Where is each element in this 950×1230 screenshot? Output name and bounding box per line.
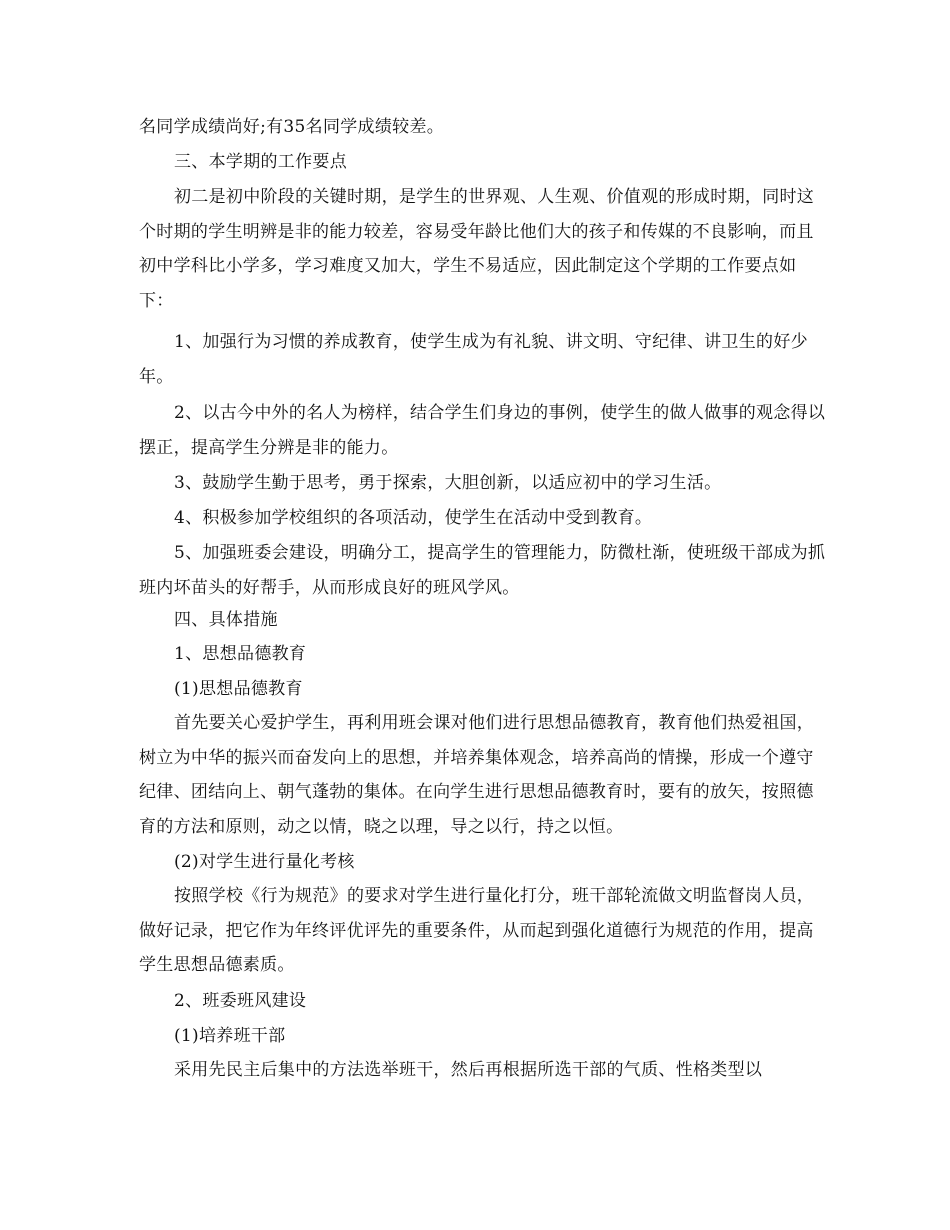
subsection-heading-1-2: (2)对学生进行量化考核 <box>174 852 355 872</box>
list-item-1: 1、加强行为习惯的养成教育，使学生成为有礼貌、讲文明、守纪律、讲卫生的好少年。 <box>139 332 808 387</box>
subsection-heading-2: 2、班委班风建设 <box>174 991 307 1011</box>
paragraph-class-cadres: 采用先民主后集中的方法选举班干，然后再根据所选干部的气质、性格类型以 <box>174 1060 763 1080</box>
paragraph-continuation: 名同学成绩尚好;有35名同学成绩较差。 <box>139 117 445 137</box>
list-item-5: 5、加强班委会建设，明确分工，提高学生的管理能力，防微杜渐，使班级干部成为抓班内坏苗头的好帮手，从而形成良好的班风学风。 <box>139 543 826 598</box>
paragraph-intro: 初二是初中阶段的关键时期，是学生的世界观、人生观、价值观的形成时期，同时这个时期的学生明辨是非的能力较差，容易受年龄比他们大的孩子和传媒的不良影响，而且初中学科比小学多，学习难度又加大，学生不易适应，因此制定这个学期的工作要点如下： <box>139 187 815 311</box>
section-heading-4: 四、具体措施 <box>174 610 278 630</box>
paragraph-quantified-assessment: 按照学校《行为规范》的要求对学生进行量化打分，班干部轮流做文明监督岗人员，做好记录，把它作为年终评优评先的重要条件，从而起到强化道德行为规范的作用，提高学生思想品德素质。 <box>139 886 815 975</box>
subsection-heading-1-1: (1)思想品德教育 <box>174 679 303 699</box>
section-heading-3: 三、本学期的工作要点 <box>174 152 347 172</box>
list-item-4: 4、积极参加学校组织的各项活动，使学生在活动中受到教育。 <box>174 508 653 528</box>
paragraph-moral-education: 首先要关心爱护学生，再利用班会课对他们进行思想品德教育，教育他们热爱祖国，树立为中华的振兴而奋发向上的思想，并培养集体观念，培养高尚的情操，形成一个遵守纪律、团结向上、朝气蓬勃的集体。在向学生进行思想品德教育时，要有的放矢，按照德育的方法和原则，动之以情，晓之以理，导之以行，持之以恒。 <box>139 713 815 837</box>
subsection-heading-2-1: (1)培养班干部 <box>174 1026 286 1046</box>
list-item-2: 2、以古今中外的名人为榜样，结合学生们身边的事例，使学生的做人做事的观念得以摆正，提高学生分辨是非的能力。 <box>139 403 826 458</box>
subsection-heading-1: 1、思想品德教育 <box>174 644 307 664</box>
list-item-3: 3、鼓励学生勤于思考，勇于探索，大胆创新，以适应初中的学习生活。 <box>174 473 722 493</box>
